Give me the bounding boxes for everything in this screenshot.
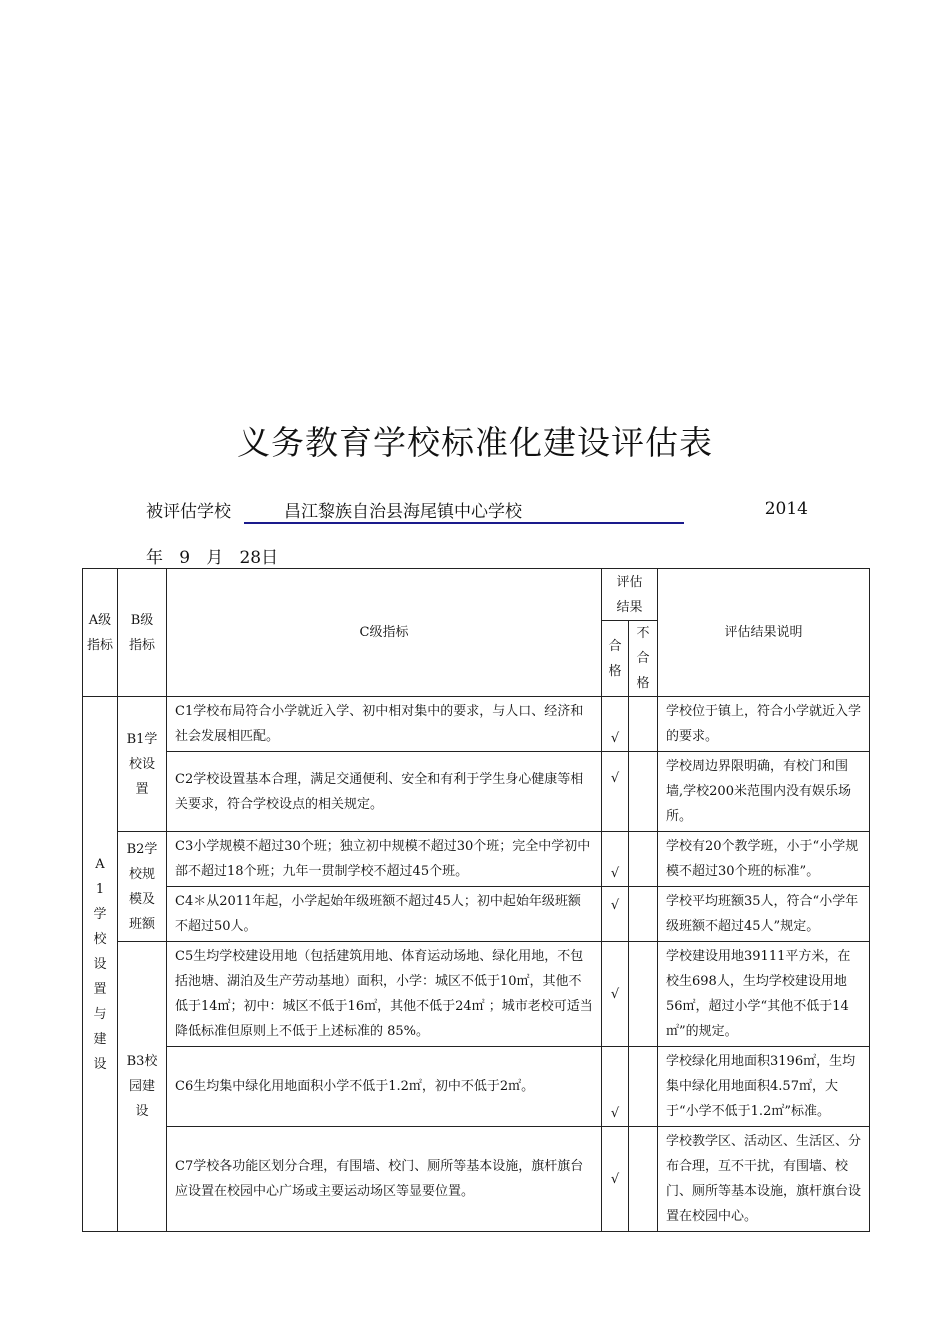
header-pass: 合格 bbox=[602, 621, 629, 697]
c4-pass-check: √ bbox=[602, 887, 629, 942]
table-row bbox=[83, 832, 870, 887]
c5-fail-cell bbox=[629, 942, 658, 1047]
table-row bbox=[83, 1047, 870, 1127]
c1-cell: C1学校布局符合小学就近入学、初中相对集中的要求，与人口、经济和社会发展相匹配。 bbox=[167, 697, 602, 752]
a1-cell: A1学校设置与建设 bbox=[83, 697, 118, 1232]
header-c-level: C级指标 bbox=[167, 569, 602, 697]
c6-explain: 学校绿化用地面积3196㎡，生均集中绿化用地面积4.57㎡，大于“小学不低于1.2㎡”标准。 bbox=[658, 1047, 870, 1127]
c3-fail-cell bbox=[629, 832, 658, 887]
date-line: 年 9 月 28日 bbox=[146, 548, 279, 568]
table-row bbox=[83, 887, 870, 942]
table-row bbox=[83, 1127, 870, 1232]
header-fail: 不合格 bbox=[629, 621, 658, 697]
c6-fail-cell bbox=[629, 1047, 658, 1127]
c3-explain: 学校有20个教学班，小于“小学规模不超过30个班的标准”。 bbox=[658, 832, 870, 887]
c3-pass-check: √ bbox=[602, 832, 629, 887]
b2-cell: B2学校规模及班额 bbox=[118, 832, 167, 942]
c7-fail-cell bbox=[629, 1127, 658, 1232]
c4-explain: 学校平均班额35人，符合“小学年级班额不超过45人”规定。 bbox=[658, 887, 870, 942]
c6-cell: C6生均集中绿化用地面积小学不低于1.2㎡，初中不低于2㎡。 bbox=[167, 1047, 602, 1127]
c7-pass-check: √ bbox=[602, 1127, 629, 1232]
c2-fail-cell bbox=[629, 752, 658, 832]
c4-cell: C4＊从2011年起，小学起始年级班额不超过45人；初中起始年级班额不超过50人。 bbox=[167, 887, 602, 942]
c1-pass-check: √ bbox=[602, 697, 629, 752]
header-result: 评估结果 bbox=[602, 569, 658, 621]
page-title: 义务教育学校标准化建设评估表 bbox=[237, 423, 713, 462]
table-row bbox=[83, 697, 870, 752]
c5-cell: C5生均学校建设用地（包括建筑用地、体育运动场地、绿化用地，不包括池塘、湖泊及生产劳动基地）面积，小学：城区不低于10㎡，其他不低于14㎡；初中：城区不低于16㎡，其他不低于24㎡ ；城市老校可适当降低标准但原则上不低于上述标准的 85%。 bbox=[167, 942, 602, 1047]
table-row bbox=[83, 752, 870, 832]
c2-cell: C2学校设置基本合理，满足交通便利、安全和有利于学生身心健康等相关要求，符合学校设点的相关规定。 bbox=[167, 752, 602, 832]
header-row bbox=[83, 569, 870, 621]
c4-fail-cell bbox=[629, 887, 658, 942]
school-name: 昌江黎族自治县海尾镇中心学校 bbox=[244, 497, 684, 524]
year-value: 2014 bbox=[764, 499, 808, 519]
header-a-level: A级指标 bbox=[83, 569, 118, 697]
c1-fail-cell bbox=[629, 697, 658, 752]
header-explanation: 评估结果说明 bbox=[658, 569, 870, 697]
c7-cell: C7学校各功能区划分合理，有围墙、校门、厕所等基本设施，旗杆旗台应设置在校园中心广场或主要运动场区等显要位置。 bbox=[167, 1127, 602, 1232]
evaluation-table bbox=[82, 568, 870, 1232]
table-row bbox=[83, 942, 870, 1047]
c5-explain: 学校建设用地39111平方米，在校生698人，生均学校建设用地56㎡，超过小学“其他不低于14㎡”的规定。 bbox=[658, 942, 870, 1047]
c2-explain: 学校周边界限明确，有校门和围墙,学校200米范围内没有娱乐场所。 bbox=[658, 752, 870, 832]
school-info-line bbox=[146, 497, 866, 525]
c5-pass-check: √ bbox=[602, 942, 629, 1047]
c2-pass-check: √ bbox=[602, 752, 629, 832]
c7-explain: 学校教学区、活动区、生活区、分布合理，互不干扰，有围墙、校门、厕所等基本设施，旗杆旗台设置在校园中心。 bbox=[658, 1127, 870, 1232]
c1-explain: 学校位于镇上，符合小学就近入学的要求。 bbox=[658, 697, 870, 752]
b3-cell: B3校园建设 bbox=[118, 942, 167, 1232]
b1-cell: B1学校设置 bbox=[118, 697, 167, 832]
c6-pass-check: √ bbox=[602, 1047, 629, 1127]
c3-cell: C3小学规模不超过30个班；独立初中规模不超过30个班；完全中学初中部不超过18个班；九年一贯制学校不超过45个班。 bbox=[167, 832, 602, 887]
school-label: 被评估学校 bbox=[146, 502, 231, 522]
header-b-level: B级指标 bbox=[118, 569, 167, 697]
